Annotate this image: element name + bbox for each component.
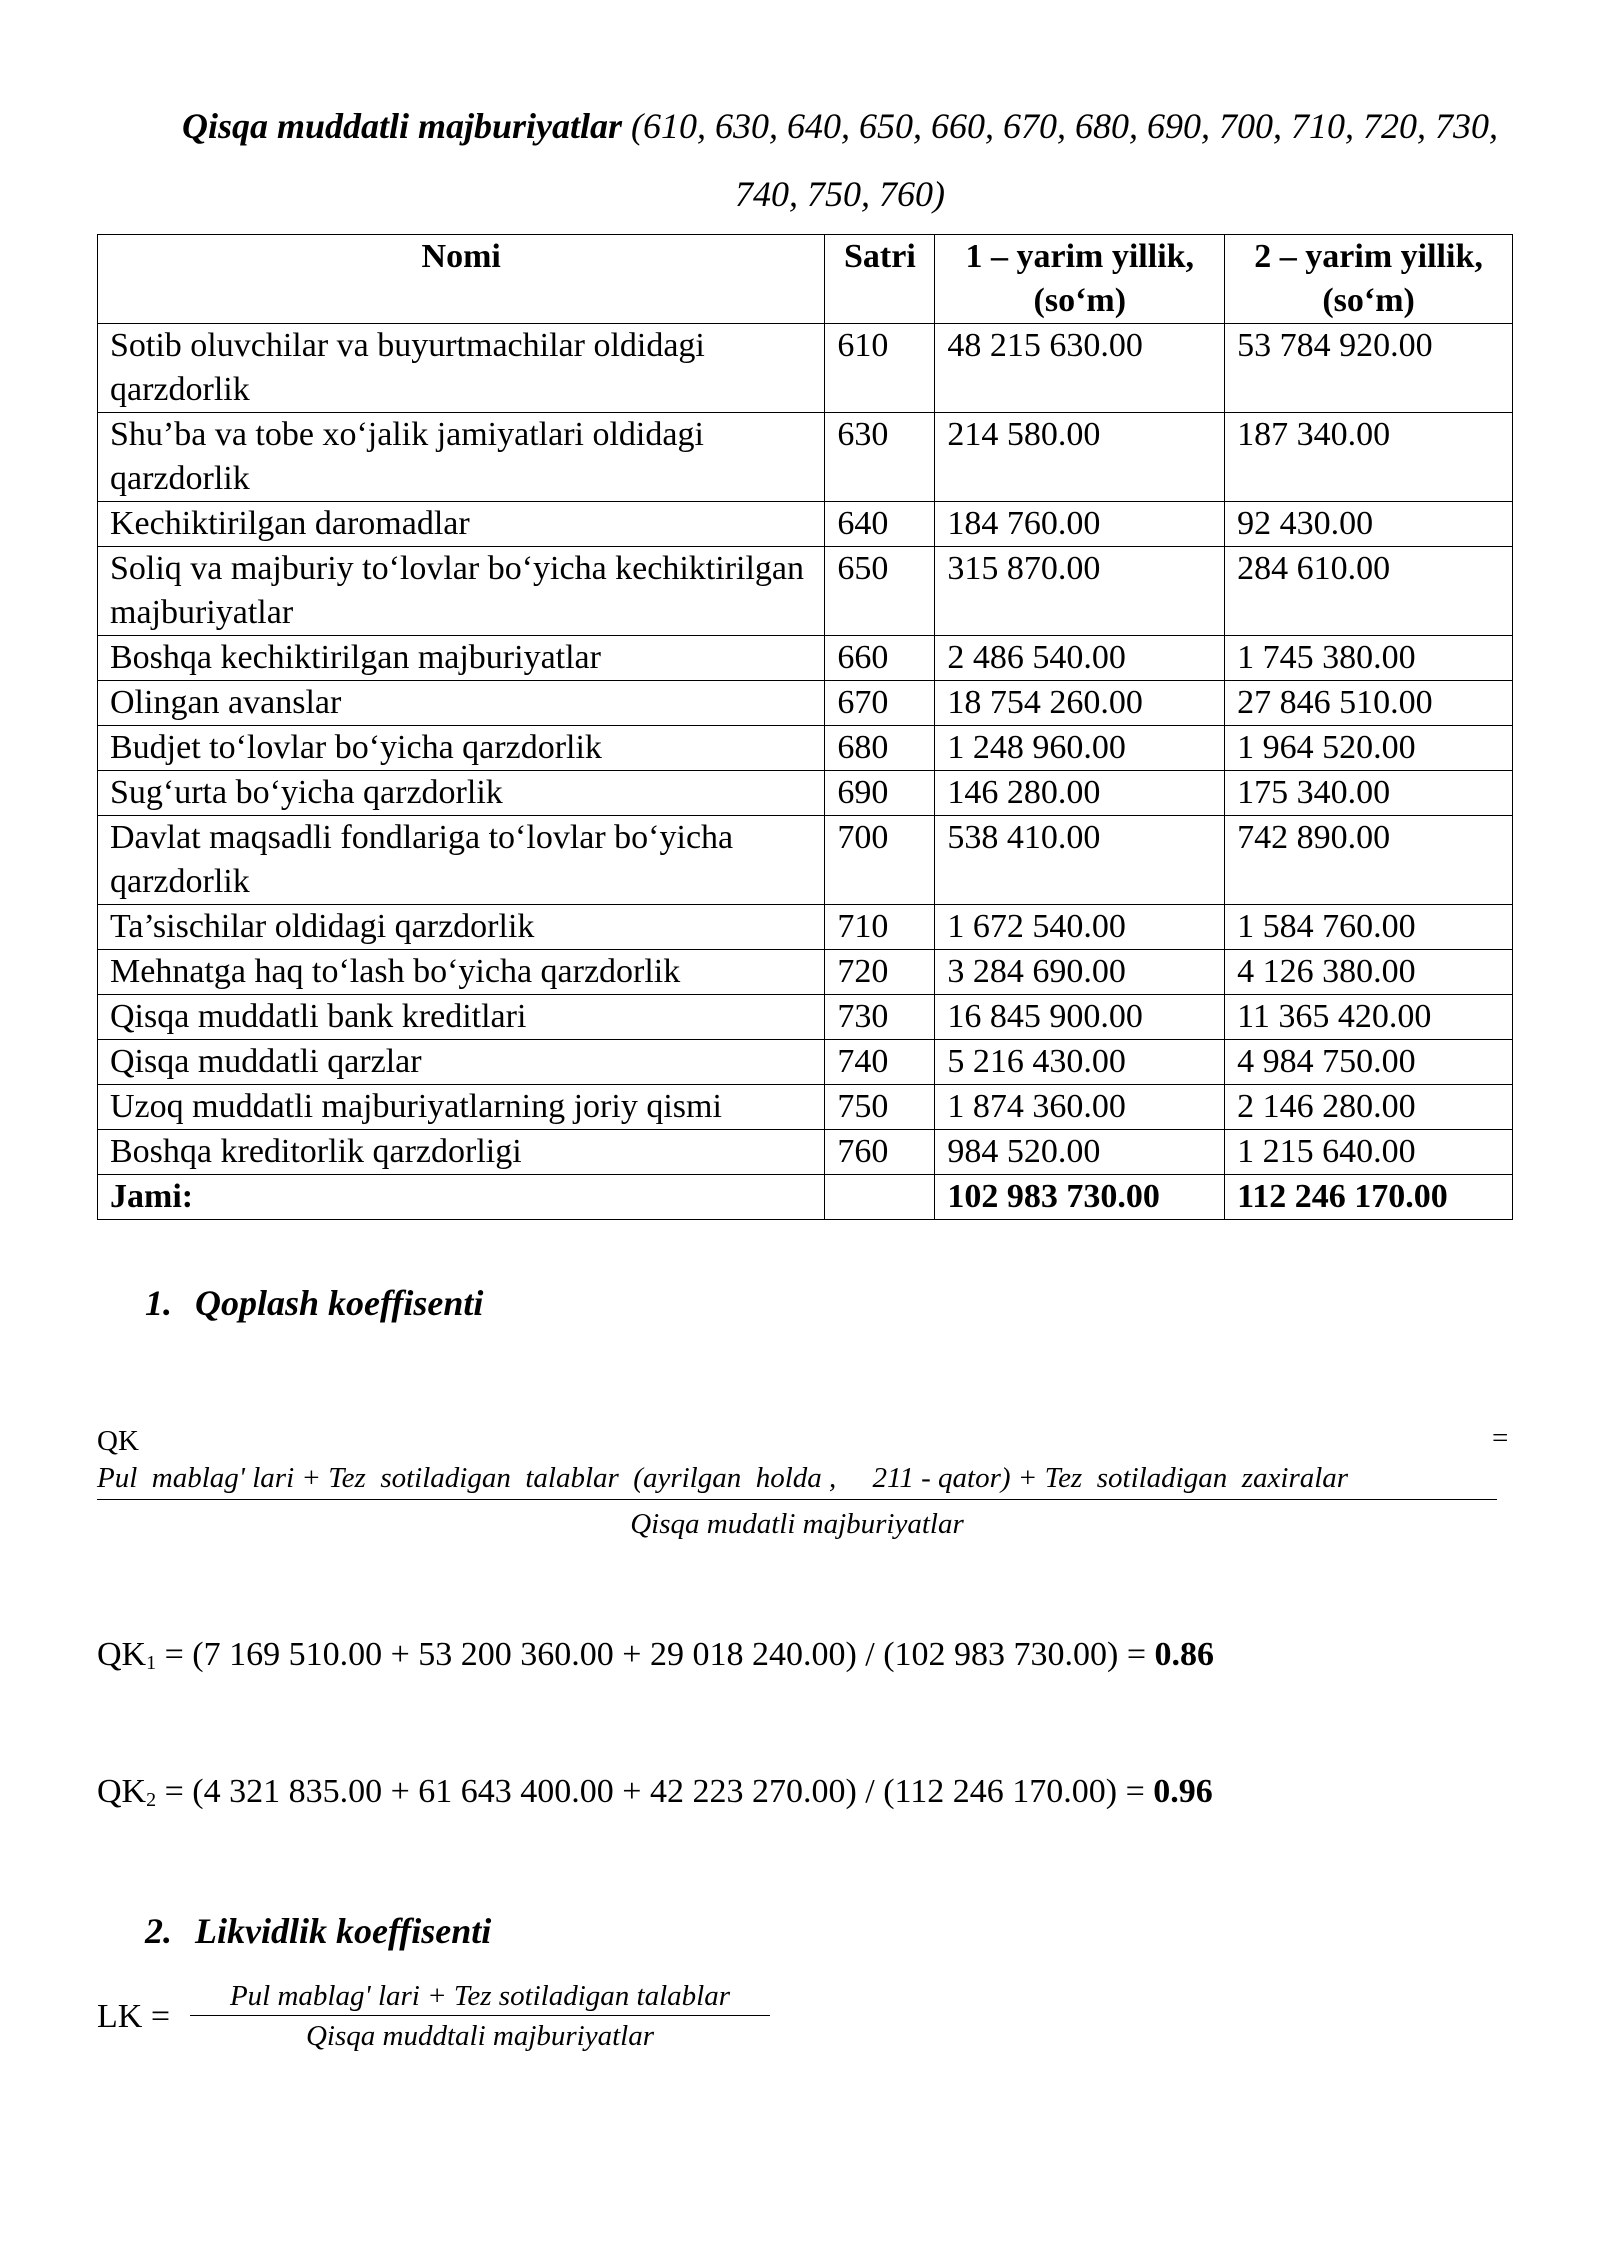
qk2-result: 0.96 [1153, 1773, 1213, 1810]
lk-denominator: Qisqa muddtali majburiyatlar [305, 2020, 654, 2052]
cell-half1: 214 580.00 [935, 413, 1225, 502]
cell-half1: 538 410.00 [935, 816, 1225, 905]
cell-name: Jami: [98, 1175, 825, 1220]
qk-formula-equals: = [1492, 1422, 1509, 1454]
cell-half2: 92 430.00 [1225, 502, 1513, 547]
table-row [98, 905, 1513, 950]
lk-fraction [190, 1980, 770, 2053]
table-row [98, 771, 1513, 816]
cell-half1: 146 280.00 [935, 771, 1225, 816]
cell-row-code: 750 [825, 1085, 935, 1130]
section-1-heading [145, 1282, 483, 1324]
cell-row-code: 670 [825, 681, 935, 726]
cell-half1: 18 754 260.00 [935, 681, 1225, 726]
table-row [98, 950, 1513, 995]
cell-row-code: 630 [825, 413, 935, 502]
qk2-calculation [97, 1773, 1213, 1812]
qk-formula-numerator: Pul mablag' lari + Tez sotiladigan talablar (ayrilgan holda , 211 - qator) + Tez sotiladigan zaxiralar [97, 1462, 1497, 1500]
cell-half1: 184 760.00 [935, 502, 1225, 547]
cell-half1: 984 520.00 [935, 1130, 1225, 1175]
cell-name: Soliq va majburiy to‘lovlar bo‘yicha kechiktirilgan majburiyatlar [98, 547, 825, 636]
cell-half2: 187 340.00 [1225, 413, 1513, 502]
cell-row-code: 760 [825, 1130, 935, 1175]
cell-half2: 4 984 750.00 [1225, 1040, 1513, 1085]
table-row [98, 1130, 1513, 1175]
cell-half1: 102 983 730.00 [935, 1175, 1225, 1220]
qk1-prefix: QK [97, 1636, 147, 1673]
cell-name: Qisqa muddatli bank kreditlari [98, 995, 825, 1040]
cell-row-code: 700 [825, 816, 935, 905]
qk-formula-label: QK [97, 1425, 139, 1457]
cell-row-code: 650 [825, 547, 935, 636]
cell-name: Kechiktirilgan daromadlar [98, 502, 825, 547]
cell-name: Sotib oluvchilar va buyurtmachilar oldidagi qarzdorlik [98, 324, 825, 413]
cell-half2: 742 890.00 [1225, 816, 1513, 905]
cell-name: Budjet to‘lovlar bo‘yicha qarzdorlik [98, 726, 825, 771]
cell-half2: 112 246 170.00 [1225, 1175, 1513, 1220]
title-codes: (610, 630, 640, 650, 660, 670, 680, 690, 700, 710, 720, 730, 740, 750, 760) [622, 106, 1499, 214]
cell-name: Qisqa muddatli qarzlar [98, 1040, 825, 1085]
cell-name: Uzoq muddatli majburiyatlarning joriy qismi [98, 1085, 825, 1130]
qk-formula-denominator: Qisqa mudatli majburiyatlar [630, 1508, 964, 1540]
cell-half2: 175 340.00 [1225, 771, 1513, 816]
table-row [98, 413, 1513, 502]
qk2-expression: = (4 321 835.00 + 61 643 400.00 + 42 223 270.00) / (112 246 170.00) = [156, 1773, 1154, 1810]
cell-half2: 2 146 280.00 [1225, 1085, 1513, 1130]
cell-half1: 16 845 900.00 [935, 995, 1225, 1040]
table-row [98, 1040, 1513, 1085]
cell-row-code: 610 [825, 324, 935, 413]
cell-half2: 1 964 520.00 [1225, 726, 1513, 771]
cell-name: Shu’ba va tobe xo‘jalik jamiyatlari oldidagi qarzdorlik [98, 413, 825, 502]
lk-formula-label: LK = [97, 1998, 170, 2035]
header-half1: 1 – yarim yillik, (so‘m) [935, 235, 1225, 324]
cell-row-code: 660 [825, 636, 935, 681]
section-2-heading [145, 1910, 491, 1952]
cell-half2: 27 846 510.00 [1225, 681, 1513, 726]
cell-half2: 1 745 380.00 [1225, 636, 1513, 681]
qk1-calculation [97, 1636, 1214, 1675]
cell-name: Davlat maqsadli fondlariga to‘lovlar bo‘yicha qarzdorlik [98, 816, 825, 905]
section-title [150, 92, 1530, 228]
section-1-title: Qoplash koeffisenti [195, 1283, 484, 1323]
cell-name: Mehnatga haq to‘lash bo‘yicha qarzdorlik [98, 950, 825, 995]
cell-half2: 4 126 380.00 [1225, 950, 1513, 995]
section-1-number: 1. [145, 1283, 172, 1323]
cell-half1: 1 672 540.00 [935, 905, 1225, 950]
cell-half1: 48 215 630.00 [935, 324, 1225, 413]
cell-row-code: 690 [825, 771, 935, 816]
cell-row-code: 640 [825, 502, 935, 547]
qk1-result: 0.86 [1154, 1636, 1215, 1673]
table-row [98, 636, 1513, 681]
cell-half1: 1 248 960.00 [935, 726, 1225, 771]
cell-half1: 1 874 360.00 [935, 1085, 1225, 1130]
table-row [98, 1085, 1513, 1130]
cell-half1: 5 216 430.00 [935, 1040, 1225, 1085]
table-row [98, 681, 1513, 726]
cell-half1: 315 870.00 [935, 547, 1225, 636]
qk1-expression: = (7 169 510.00 + 53 200 360.00 + 29 018 240.00) / (102 983 730.00) = [156, 1636, 1155, 1673]
table-header-row [98, 235, 1513, 324]
title-bold: Qisqa muddatli majburiyatlar [181, 106, 623, 146]
cell-half2: 11 365 420.00 [1225, 995, 1513, 1040]
table-total-row [98, 1175, 1513, 1220]
qk2-subscript: 2 [146, 1789, 157, 1811]
cell-half1: 3 284 690.00 [935, 950, 1225, 995]
table-row [98, 995, 1513, 1040]
qk2-prefix: QK [97, 1773, 147, 1810]
cell-half1: 2 486 540.00 [935, 636, 1225, 681]
cell-row-code [825, 1175, 935, 1220]
header-name: Nomi [98, 235, 825, 324]
lk-numerator: Pul mablag' lari + Tez sotiladigan talablar [190, 1980, 770, 2016]
cell-name: Ta’sischilar oldidagi qarzdorlik [98, 905, 825, 950]
cell-half2: 1 215 640.00 [1225, 1130, 1513, 1175]
header-row-code: Satri [825, 235, 935, 324]
table-row [98, 324, 1513, 413]
section-2-title: Likvidlik koeffisenti [195, 1911, 492, 1951]
table-row [98, 726, 1513, 771]
cell-half2: 1 584 760.00 [1225, 905, 1513, 950]
cell-row-code: 710 [825, 905, 935, 950]
cell-name: Olingan avanslar [98, 681, 825, 726]
cell-row-code: 680 [825, 726, 935, 771]
cell-row-code: 720 [825, 950, 935, 995]
header-half2: 2 – yarim yillik, (so‘m) [1225, 235, 1513, 324]
cell-name: Boshqa kreditorlik qarzdorligi [98, 1130, 825, 1175]
qk1-subscript: 1 [146, 1652, 157, 1674]
liabilities-table [97, 234, 1513, 1220]
cell-row-code: 740 [825, 1040, 935, 1085]
table-row [98, 547, 1513, 636]
table-row [98, 816, 1513, 905]
section-2-number: 2. [145, 1911, 172, 1951]
table-row [98, 502, 1513, 547]
cell-name: Sug‘urta bo‘yicha qarzdorlik [98, 771, 825, 816]
cell-row-code: 730 [825, 995, 935, 1040]
cell-half2: 284 610.00 [1225, 547, 1513, 636]
cell-name: Boshqa kechiktirilgan majburiyatlar [98, 636, 825, 681]
cell-half2: 53 784 920.00 [1225, 324, 1513, 413]
